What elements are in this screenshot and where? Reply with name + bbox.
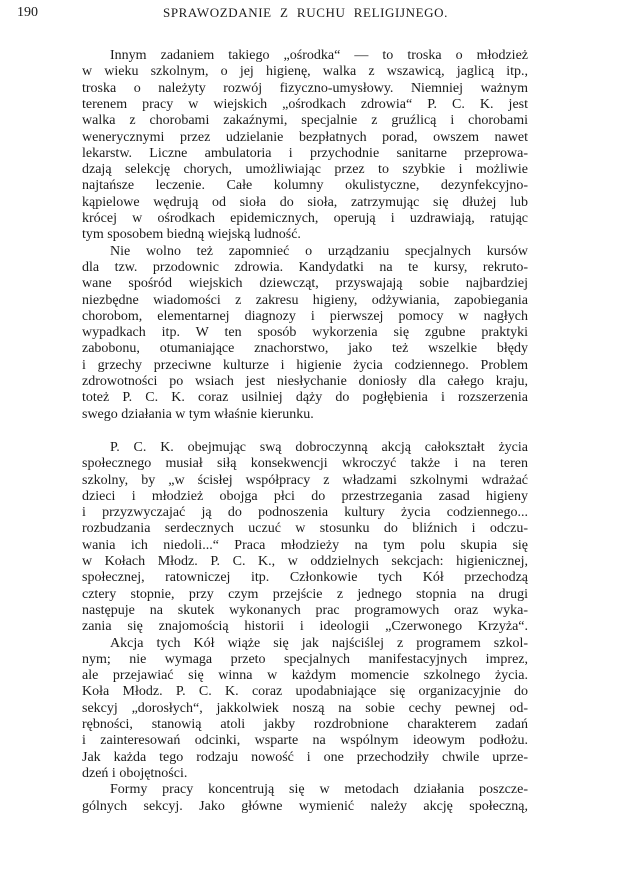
text-line: dzają selekcję chorych, umożliwiając przez to szybkie i możliwie (82, 162, 528, 178)
text-line: społecznego musiał siłą konsekwencji wkroczyć także i na teren (82, 456, 528, 472)
text-line: lekarstw. Liczne ambulatoria i przychodnie sanitarne przeprowa- (82, 145, 528, 161)
text-line: kąpielowe wędrują od sioła do sioła, zatrzymując się dłużej lub (82, 194, 528, 210)
text-line: w wieku szkolnym, o jej higienę, walka z wszawicą, jaglicą itp., (82, 64, 528, 80)
text-line: krócej w ośrodkach epidemicznych, operują i uzdrawiają, ratując (82, 211, 528, 226)
text-line: i grzechy przeciwne kulturze i higienie życia codziennego. Problem (82, 357, 528, 373)
running-title: SPRAWOZDANIE Z RUCHU RELIGIJNEGO. (163, 5, 448, 20)
text-line: i zainteresowań odcinki, wsparte na wspólnym ideowym podłożu. (82, 733, 528, 749)
text-line: społecznej, ratowniczej itp. Członkowie tych Kół przechodzą (82, 570, 528, 586)
text-line: zania się znajomością historii i ideologii „Czerwonego Krzyża“. (82, 619, 528, 635)
text-line: i przyzwyczajać ją do podnoszenia kultury życia codziennego... (82, 505, 528, 521)
text-line: Nie wolno też zapomnieć o urządzaniu specjalnych kursów (110, 243, 528, 259)
text-line: ale przejawiać się winna w każdym momencie szkolnego życia. (82, 668, 528, 684)
text-line: swego działania w tym właśnie kierunku. (82, 406, 314, 422)
text-line: Koła Młodz. P. C. K. coraz upodabniające się organizacyjnie do (82, 684, 528, 700)
text-line: następuje na skutek wykonanych prac programowych oraz wyka- (82, 602, 528, 618)
text-line: zdrowotności po wsiach jest niesłychanie doniosły dla całego kraju, (82, 374, 528, 389)
text-line: P. C. K. obejmując swą dobroczynną akcją całokształt życia (110, 439, 528, 455)
text-line: szkolny, by „w ścisłej współpracy z władzami szkolnymi wdrażać (82, 472, 528, 488)
text-line: niezbędne wiadomości z zakresu higieny, odżywiania, zapobiegania (82, 292, 528, 308)
text-line: w Kołach Młodz. P. C. K., w oddzielnych sekcjach: higienicznej, (82, 554, 528, 569)
text-line: Formy pracy koncentrują się w metodach działania poszcze- (110, 782, 528, 798)
text-line: terenem pracy w wiejskich „ośrodkach zdrowia“ P. C. K. jest (82, 96, 528, 112)
text-line: dla tzw. przodownic zdrowia. Kandydatki na te kursy, rekruto- (82, 259, 528, 275)
text-line: sekcyj „dorosłych“, jakkolwiek noszą na sobie cechy pewnej od- (82, 700, 528, 716)
text-line: gólnych sekcyj. Jako główne wymienić należy akcję społeczną, (82, 798, 528, 814)
text-line: troska o należyty rozwój fizyczno-umysłowy. Niemniej ważnym (82, 80, 528, 96)
text-line: Jak każda tego rodzaju nowość i one przechodziły chwile uprze- (82, 749, 528, 765)
text-line: Innym zadaniem takiego „ośrodka“ — to troska o młodzież (110, 48, 528, 63)
text-line: wania ich niedoli...“ Praca młodzieży na tym polu skupia się (82, 537, 528, 553)
page-number: 190 (17, 5, 38, 20)
text-line: chorobom, elementarnej diagnozy i pierwszej pomocy w nagłych (82, 308, 528, 324)
text-line: wypadkach itp. W ten sposób wykorzenia się zgubne praktyki (82, 325, 528, 341)
text-line: zabobonu, otumaniające znachorstwo, jako też wszelkie błędy (82, 341, 528, 357)
text-line: walka z chorobami zakaźnymi, specjalnie z gruźlicą i chorobami (82, 113, 528, 129)
text-line: Akcja tych Kół wiąże się jak najściślej z programem szkol- (110, 635, 528, 651)
text-line: najtańsze leczenie. Całe kolumny okulistyczne, dezynfekcyjno- (82, 178, 528, 194)
text-line: dzieci i młodzież obojga płci do przestrzegania zasad higieny (82, 488, 528, 504)
text-line: wenerycznymi przez udzielanie bezpłatnych porad, owszem nawet (82, 129, 528, 145)
text-line: wane spośród wiejskich dziewcząt, przyswajają sobie najbardziej (82, 276, 528, 292)
text-line: tym sposobem biedną wiejską ludność. (82, 227, 301, 243)
text-line: rozbudzania serdecznych uczuć w stosunku do bliźnich i odczu- (82, 521, 528, 537)
text-line: rębności, stanowią atoli jakby rozdrobnione charakterem zadań (82, 717, 528, 732)
text-line: cztery stopnie, przy czym przejście z jednego stopnia na drugi (82, 586, 528, 602)
text-line: toteż P. C. K. coraz usilniej dąży do pogłębienia i rozszerzenia (82, 390, 528, 406)
text-line: dzeń i obojętności. (82, 765, 188, 781)
text-line: nym; nie wymaga przeto specjalnych manifestacyjnych imprez, (82, 651, 528, 667)
